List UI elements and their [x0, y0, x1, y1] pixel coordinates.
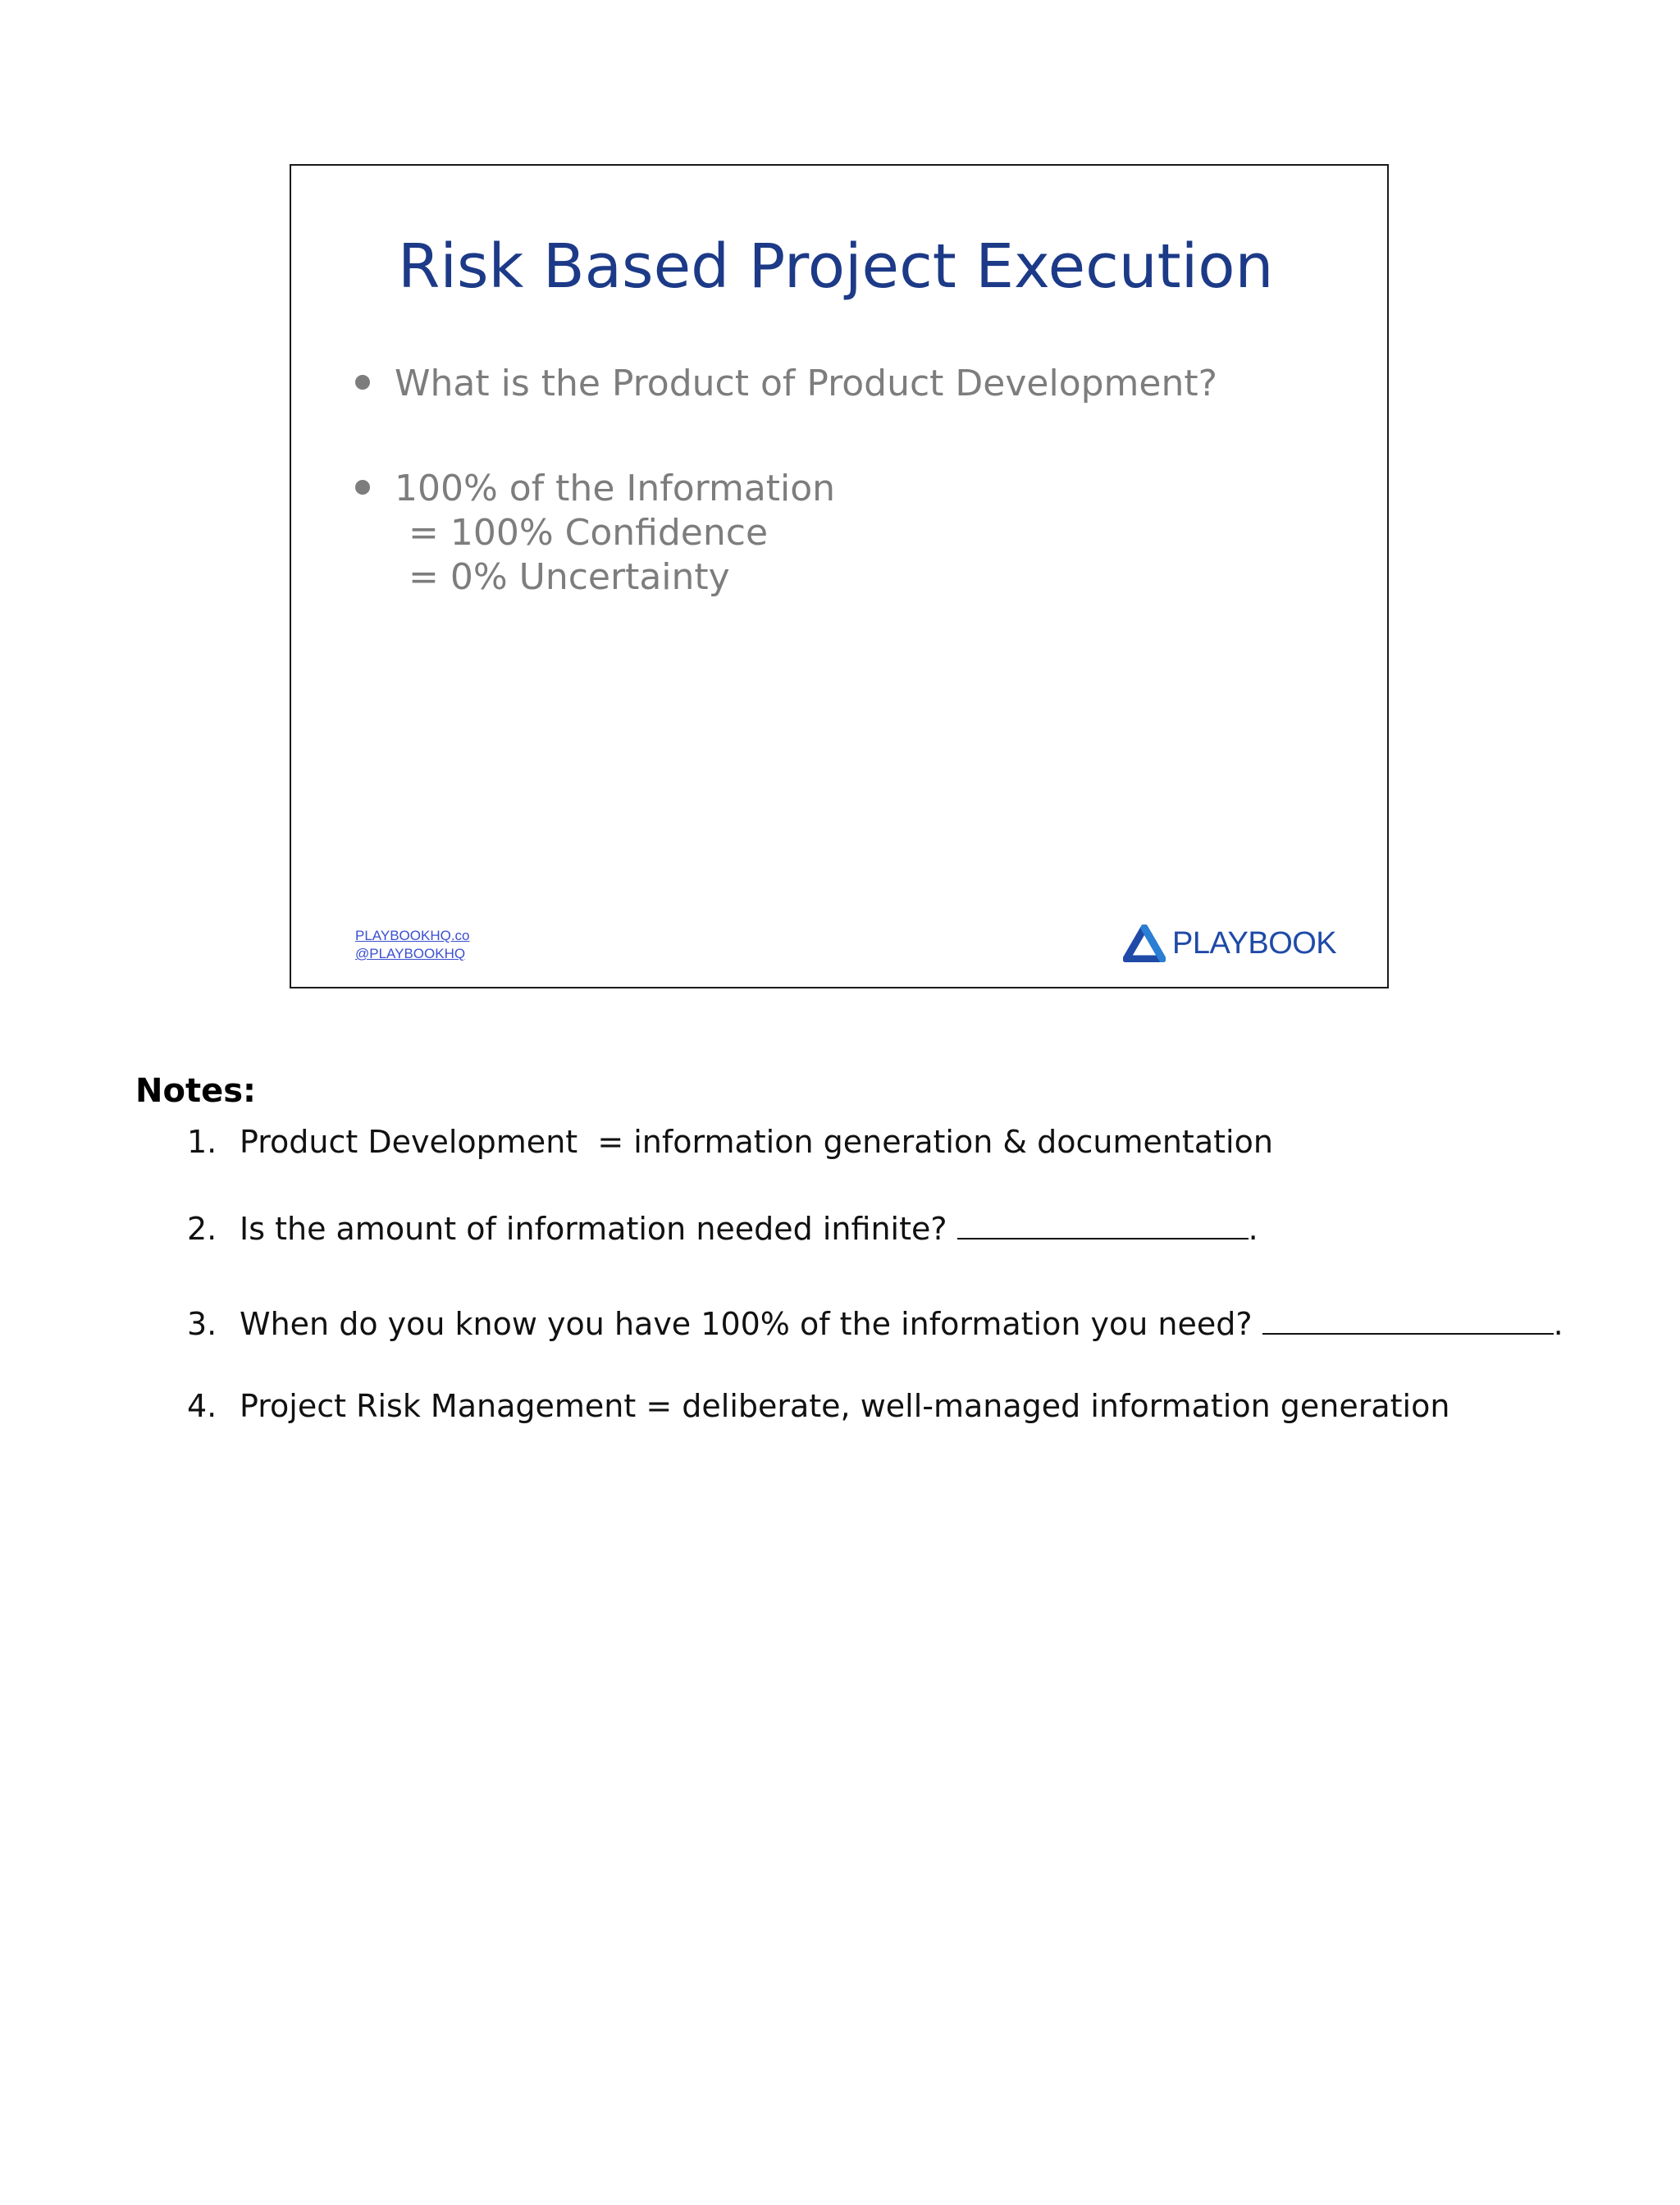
bullet-text: 100% of the Information [395, 468, 836, 509]
note-text: When do you know you have 100% of the information you need? [240, 1306, 1262, 1342]
note-suffix: . [1248, 1211, 1258, 1247]
note-text: Is the amount of information needed infinite? [240, 1211, 957, 1247]
answer-blank[interactable] [957, 1208, 1249, 1239]
note-number: 3. [187, 1306, 217, 1342]
note-text: Product Development = information generation & documentation [240, 1124, 1273, 1160]
note-text: Project Risk Management = deliberate, well-managed information generation [240, 1388, 1450, 1424]
slide-bullet [355, 468, 835, 509]
note-item [187, 1303, 1564, 1342]
slide-footer-links [355, 927, 470, 963]
note-number: 2. [187, 1211, 217, 1247]
note-item [187, 1208, 1258, 1247]
slide-title: Risk Based Project Execution [398, 231, 1274, 302]
bullet-text: What is the Product of Product Development? [395, 363, 1217, 404]
note-item [187, 1388, 1449, 1424]
slide-image [290, 164, 1389, 988]
note-item [187, 1124, 1273, 1160]
answer-blank[interactable] [1262, 1303, 1554, 1335]
note-number: 1. [187, 1124, 217, 1160]
bullet-dot-icon [355, 375, 370, 390]
handle-link[interactable]: @PLAYBOOKHQ [355, 946, 466, 961]
slide-bullet [355, 363, 1217, 404]
note-number: 4. [187, 1388, 217, 1424]
website-link[interactable]: PLAYBOOKHQ.co [355, 928, 470, 943]
playbook-triangle-logo-icon [1123, 924, 1166, 962]
notes-heading: Notes: [135, 1072, 257, 1110]
slide-sub-line: = 100% Confidence [409, 512, 769, 554]
slide-sub-line: = 0% Uncertainty [409, 556, 730, 598]
note-suffix: . [1553, 1306, 1564, 1342]
brand-logo [1123, 924, 1336, 962]
brand-name: PLAYBOOK [1172, 925, 1337, 961]
bullet-dot-icon [355, 480, 370, 495]
